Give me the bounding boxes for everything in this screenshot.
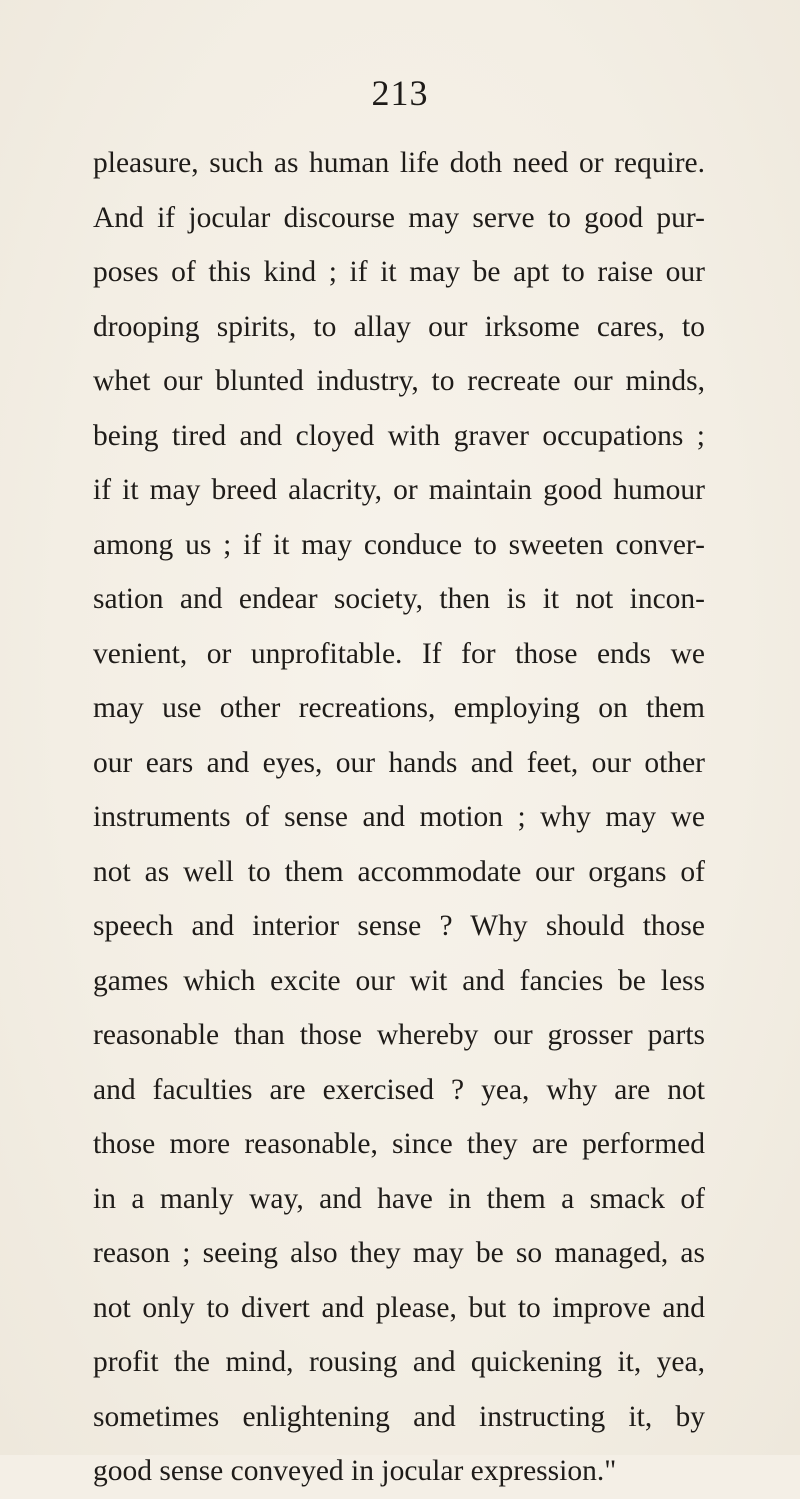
text-line: games which excite our wit and fancies be less bbox=[93, 964, 705, 997]
text-line: poses of this kind ; if it may be apt to raise our bbox=[93, 256, 705, 288]
text-line: drooping spirits, to allay our irksome cares, to bbox=[93, 310, 705, 343]
text-line: sation and endear society, then is it not incon- bbox=[93, 583, 705, 615]
text-line: in a manly way, and have in them a smack of bbox=[93, 1182, 705, 1215]
text-line: reason ; seeing also they may be so managed, as bbox=[93, 1237, 705, 1269]
text-line: venient, or unprofitable. If for those ends we bbox=[93, 637, 705, 670]
text-line: pleasure, such as human life doth need or require. bbox=[93, 147, 705, 179]
text-line: instruments of sense and motion ; why may we bbox=[93, 801, 705, 833]
text-line: those more reasonable, since they are performed bbox=[93, 1128, 705, 1160]
text-line: our ears and eyes, our hands and feet, our other bbox=[93, 746, 705, 779]
text-line: if it may breed alacrity, or maintain good humour bbox=[93, 474, 705, 506]
text-line: reasonable than those whereby our grosser parts bbox=[93, 1019, 705, 1051]
text-line: being tired and cloyed with graver occupations ; bbox=[93, 419, 705, 452]
text-line: not only to divert and please, but to improve and bbox=[93, 1291, 705, 1324]
text-line: sometimes enlightening and instructing it, by bbox=[93, 1400, 705, 1433]
text-line-last: good sense conveyed in jocular expression." bbox=[93, 1455, 617, 1487]
page-number: 213 bbox=[371, 73, 429, 113]
text-line: And if jocular discourse may serve to good pur- bbox=[93, 201, 705, 234]
text-line: whet our blunted industry, to recreate our minds, bbox=[93, 365, 705, 397]
text-line: may use other recreations, employing on them bbox=[93, 692, 705, 724]
text-line: speech and interior sense ? Why should those bbox=[93, 910, 705, 942]
text-line: profit the mind, rousing and quickening it, yea, bbox=[93, 1346, 705, 1378]
text-line: not as well to them accommodate our organs of bbox=[93, 855, 705, 888]
text-line: among us ; if it may conduce to sweeten conver- bbox=[93, 528, 705, 561]
body-text bbox=[93, 136, 705, 1499]
text-line: and faculties are exercised ? yea, why are not bbox=[93, 1073, 705, 1106]
